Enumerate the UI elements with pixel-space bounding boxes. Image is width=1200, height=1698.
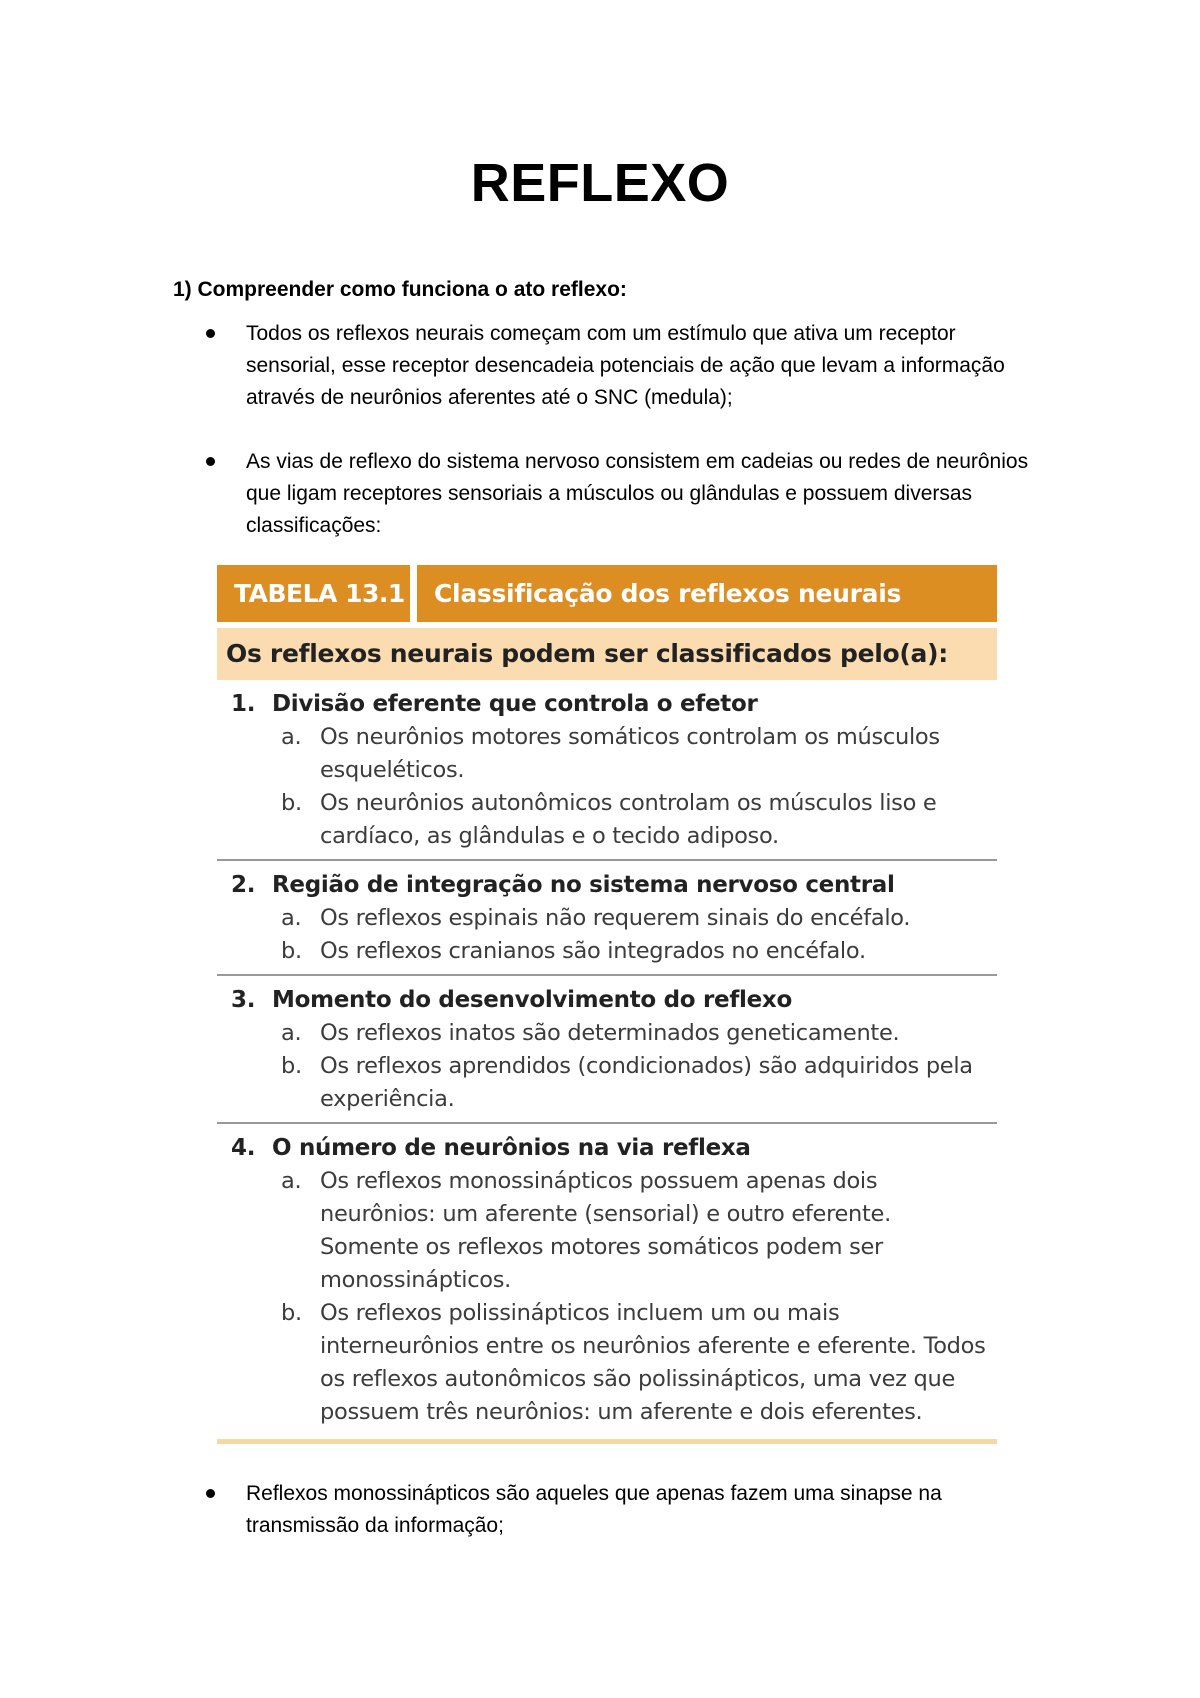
table-group-title [217, 1132, 997, 1165]
table-item-text: Os reflexos espinais não requerem sinais do encéfalo. [320, 905, 911, 931]
table-item [217, 721, 997, 787]
table-item-letter: a. [281, 1020, 302, 1046]
table-item [217, 1165, 997, 1297]
table-item [217, 1050, 997, 1116]
table-item-text: Os reflexos monossinápticos possuem apenas dois neurônios: um aferente (sensorial) e outro eferente. Somente os reflexos motores somáticos podem ser monossinápticos. [320, 1168, 891, 1293]
table-group [217, 976, 997, 1124]
table-group-number: 4. [231, 1135, 256, 1161]
table-caption: Classificação dos reflexos neurais [417, 565, 997, 622]
table-item-letter: b. [281, 1053, 302, 1079]
table-label: TABELA 13.1 [217, 565, 410, 622]
section-heading: 1) Compreender como funciona o ato reflexo: [173, 278, 627, 301]
table-group-title-text: O número de neurônios na via reflexa [272, 1135, 751, 1161]
table-item [217, 787, 997, 853]
table-group-number: 1. [231, 691, 256, 717]
table-item-text: Os reflexos polissinápticos incluem um ou mais interneurônios entre os neurônios aferente e eferente. Todos os reflexos autonômicos são polissinápticos, uma vez que possuem três neurônios: um aferente e dois eferentes. [320, 1300, 986, 1425]
table-group-number: 2. [231, 872, 256, 898]
table-group [217, 680, 997, 861]
table-group [217, 1124, 997, 1433]
bullet-item: Reflexos monossinápticos são aqueles que apenas fazem uma sinapse na transmissão da informação; [246, 1478, 1046, 1542]
table-group-title-text: Divisão eferente que controla o efetor [272, 691, 758, 717]
table-item-letter: b. [281, 1300, 302, 1326]
table-item [217, 1017, 997, 1050]
table-item [217, 902, 997, 935]
bullet-item: Todos os reflexos neurais começam com um estímulo que ativa um receptor sensorial, esse receptor desencadeia potenciais de ação que levam a informação através de neurônios aferentes até o SNC (medula); [246, 318, 1046, 414]
table-group-title [217, 869, 997, 902]
table-bottom-rule [217, 1439, 997, 1444]
table-header [217, 565, 997, 622]
table-item-letter: a. [281, 724, 302, 750]
classification-table-figure [217, 565, 997, 1425]
table-group-title [217, 688, 997, 721]
table-item-letter: a. [281, 905, 302, 931]
table-item-letter: a. [281, 1168, 302, 1194]
table-item-letter: b. [281, 938, 302, 964]
table-item-text: Os neurônios motores somáticos controlam os músculos esqueléticos. [320, 724, 940, 783]
table-group-number: 3. [231, 987, 256, 1013]
table-group-title-text: Região de integração no sistema nervoso central [272, 872, 895, 898]
table-item [217, 935, 997, 968]
table-item-letter: b. [281, 790, 302, 816]
table-item [217, 1297, 997, 1429]
table-group [217, 861, 997, 976]
page-title: REFLEXO [470, 153, 730, 213]
table-group-title [217, 984, 997, 1017]
table-subheader: Os reflexos neurais podem ser classificados pelo(a): [217, 628, 997, 680]
table-item-text: Os neurônios autonômicos controlam os músculos liso e cardíaco, as glândulas e o tecido adiposo. [320, 790, 937, 849]
table-item-text: Os reflexos inatos são determinados geneticamente. [320, 1020, 900, 1046]
table-item-text: Os reflexos aprendidos (condicionados) são adquiridos pela experiência. [320, 1053, 973, 1112]
bullet-item: As vias de reflexo do sistema nervoso consistem em cadeias ou redes de neurônios que ligam receptores sensoriais a músculos ou glândulas e possuem diversas classificações: [246, 446, 1046, 542]
table-group-title-text: Momento do desenvolvimento do reflexo [272, 987, 792, 1013]
table-item-text: Os reflexos cranianos são integrados no encéfalo. [320, 938, 866, 964]
